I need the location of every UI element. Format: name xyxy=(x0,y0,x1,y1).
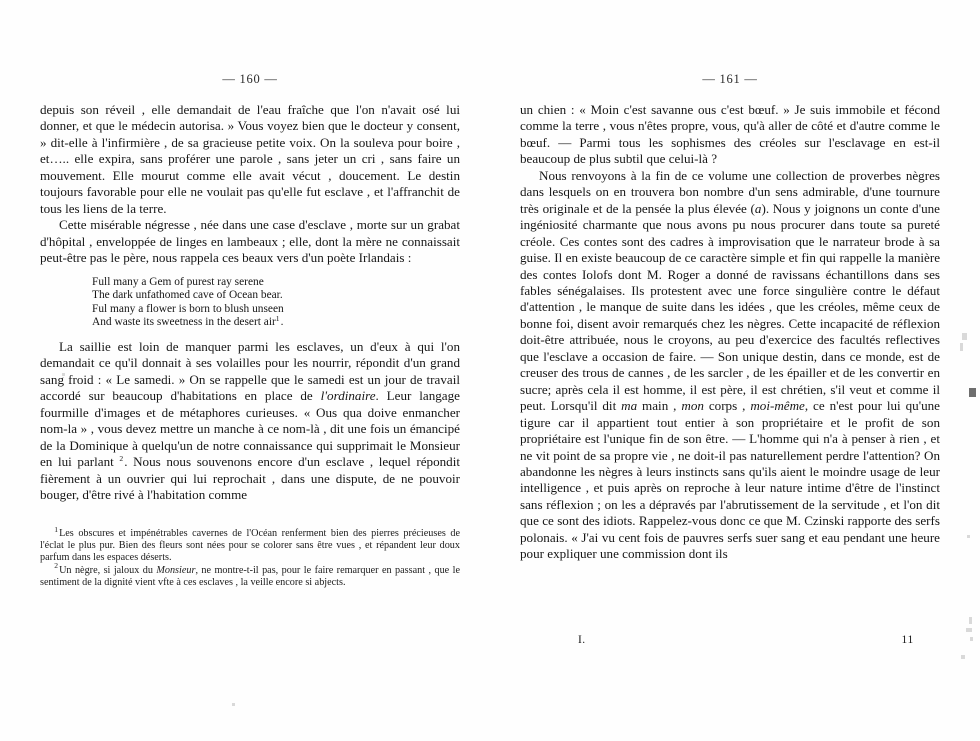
right-page-body xyxy=(520,102,940,563)
footnote-reference: 2 xyxy=(119,453,124,463)
emphasis-moi-meme: moi-même xyxy=(750,398,805,414)
sheet-signature-number: 11 xyxy=(901,634,914,646)
footnotes-left xyxy=(40,524,460,589)
paragraph-text: main , xyxy=(637,398,682,414)
paragraph: depuis son réveil , elle demandait de l'eau fraîche que l'on n'avait osé lui donner, et que le médecin autorisa. » Vous voyez bien que le docteur y consent, » dit-elle à l'infirmière , de sa gracieuse petite voix. On la souleva pour boire , et….. elle expira, sans proférer une parole , sans jeter un cri , sans faire un mouvement. Elle mourut comme elle avait vécut , doucement. Le destin toujours favorable pour elle ne voulait pas qu'elle fut esclave , et l'affranchit de tous les liens de la terre. xyxy=(40,102,460,216)
paragraph-text: , ce n'est pour lui qu'une tigure car il appartient tout entier à son propriétaire et le profit de son propriétaire est l'unique fin de son être. — L'homme qui n'a à penser à rien , et ne vit point de sa propre vie , ne doit-il pas naturellement perdre l'attention? On abandonne les nègres à leurs instincts sans qu'ils aient le moindre usage de leur intelligence , et puis après on reproche à leur nature intime d'être de l'instinct sans réflexion ; on les a dépravés par l'abrutissement de la servitude , et l'on dit que ce sont des idiots. Rappelez-vous donc ce que M. Czinski rapporte des serfs polonais. « J'ai vu cent fois de pauvres serfs suer sang et eau pendant une heure pour expliquer une commission dont ils xyxy=(520,398,940,562)
verse-line-text: And waste its sweetness in the desert air xyxy=(92,316,276,329)
emphasis-mon: mon xyxy=(681,398,704,414)
emphasis-monsieur: Monsieur xyxy=(156,564,196,576)
right-page xyxy=(520,72,940,741)
emphasis-ma: ma xyxy=(621,398,638,414)
footnote-item xyxy=(40,524,460,565)
paragraph-text: . Leur langage fourmille d'images et de métaphores curieuses. « Ous qua doive enmancher nom-la » , vous devez mettre un manche à ce nom-là , dit une fois un émancipé de la Dominique à quelqu'un de notre connaissance qui supprimait le Monsieur en lui parlant xyxy=(40,388,460,470)
paragraph-text: La saillie est loin de manquer parmi les esclaves, un d'eux à qui l'on demandait ce qu'il donnait à ses volailles pour les nourrir, répondit d'un grand sang froid : « Le samedi. » On se rappelle que le samedi est un jour de travail accordé sur beaucoup d'habitations en place de xyxy=(40,338,460,404)
note-reference-a: a xyxy=(754,200,762,216)
verse-line: And waste its sweetness in the desert air$^1$. xyxy=(92,313,284,329)
footnote-text: Un nègre, si jaloux du xyxy=(59,564,157,576)
paragraph-text: . Nous nous souvenons encore d'un esclave , lequel répondit fièrement à un ouvrier qui lui reprochait , dans une dispute, de ne pouvoir bouger, d'être rivé à l'habitation comme xyxy=(40,454,460,502)
verse-line: Ful many a flower is born to blush unseen xyxy=(92,302,284,315)
left-page-body xyxy=(40,102,460,503)
paragraph-text: ). Nous y joignons un conte d'une ingéniosité charmante que nous avons pu nous procurer dans toute sa pureté créole. Ces contes sont des cadres à improvisation que le narrateur brode à sa guise. Il en existe beaucoup de ce caractère simple et fin qui rappelle la manière des contes Iolofs dont M. Roger a donné de ravissans échantillons dans ses fables sénégalaises. Ils protestent avec une force singulière contre le défaut d'attention , le manque de suite dans les idées , que les créoles, même ceux de bonne foi, disent avoir remarqués chez les nègres. Cette incapacité de réflexion doit-être attribuée, nous le croyons, au peu d'exercice des facultés reflectives que l'esclave a occasion de faire. — Son unique destin, dans ce monde, est de creuser des trous de cannes , de les sarcler , de les épailler et de les convertir en sucre; après cela il est homme, il est père, il est chrétien, s'il veut et comme il peut. Lorsqu'il dit xyxy=(520,200,940,414)
paragraph-text: corps , xyxy=(703,398,751,414)
verse-line: The dark unfathomed cave of Ocean bear. xyxy=(92,289,283,302)
footnote-marker: 1 xyxy=(54,524,59,534)
emphasis-ordinaire: l'ordinaire xyxy=(320,388,376,404)
verse-quotation xyxy=(40,276,460,330)
paragraph: Cette misérable négresse , née dans une case d'esclave , morte sur un grabat d'hôpital , enveloppée de linges en lambeaux ; elle, dont la mère ne connaissait peut-être pas le père, nous rappela ces beaux vers d'un poète Irlandais : xyxy=(40,217,460,266)
footnote-marker: 2 xyxy=(54,561,59,571)
footnote-text: Les obscures et impénétrables cavernes de l'Océan renferment bien des pierres précieuses de l'éclat le plus pur. Bien des fleurs sont nées pour se colorer sans être vues , et répandent leur doux parfum dans les espaces déserts. xyxy=(40,528,460,564)
page-number-right: — 161 — xyxy=(702,72,758,86)
left-page xyxy=(40,72,460,741)
paragraph: un chien : « Moin c'est savanne ous c'est bœuf. » Je suis immobile et fécond comme la terre , vous n'êtes propre, vous, qu'à aller de côté et d'autre comme le bœuf. — Parmi tous les sophismes des créoles sur l'esclavage en est-il beaucoup de plus subtil que celui-là ? xyxy=(520,102,940,167)
paragraph xyxy=(40,339,460,504)
footnote-item xyxy=(40,561,460,589)
paragraph xyxy=(520,168,940,563)
volume-signature: I. xyxy=(578,634,586,646)
verse-line: Full many a Gem of purest ray serene xyxy=(92,275,264,288)
footnote-text: , ne montre-t-il pas, pour le faire remarquer en passant , que le sentiment de la dignité vient vfte à ces esclaves , la veille encore si abjects. xyxy=(40,564,460,588)
page-number-left: — 160 — xyxy=(222,72,278,86)
signature-line xyxy=(520,634,940,646)
paragraph-text: Nous renvoyons à la fin de ce volume une collection de proverbes nègres dans lesquels on en trouvera bon nombre d'un sens admirable, d'une tournure très originale et de la pensée la plus élevée ( xyxy=(520,167,940,216)
footnote-reference: 1 xyxy=(275,313,280,323)
